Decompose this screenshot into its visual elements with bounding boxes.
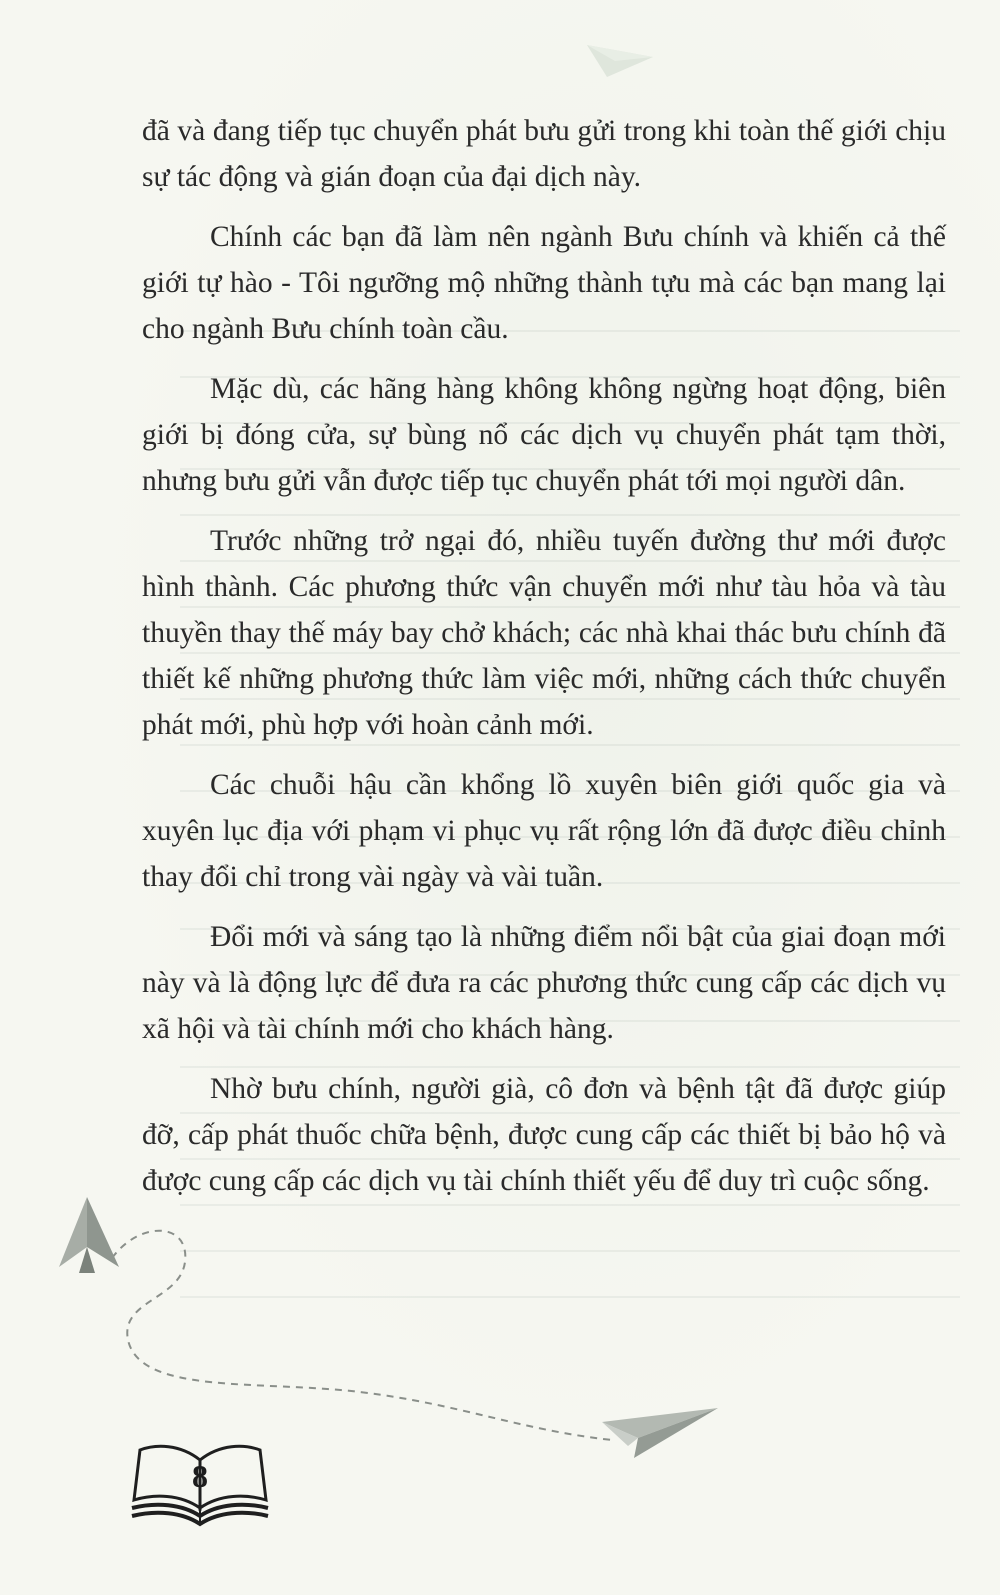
paper-plane-icon — [598, 1402, 723, 1462]
paragraph: đã và đang tiếp tục chuyển phát bưu gửi trong khi toàn thế giới chịu sự tác động và gián đoạn của đại dịch này. — [142, 115, 946, 193]
paragraph: Nhờ bưu chính, người già, cô đơn và bệnh tật đã được giúp đỡ, cấp phát thuốc chữa bệnh, được cung cấp các thiết bị bảo hộ và được cung cấp các dịch vụ tài chính thiết yếu để duy trì cuộc sống. — [142, 1073, 946, 1197]
paper-plane-icon — [55, 1195, 125, 1275]
body-text — [142, 108, 946, 1218]
paragraph: Chính các bạn đã làm nên ngành Bưu chính và khiến cả thế giới tự hào - Tôi ngưỡng mộ những thành tựu mà các bạn mang lại cho ngành Bưu chính toàn cầu. — [142, 221, 946, 345]
paragraph: Đổi mới và sáng tạo là những điểm nổi bật của giai đoạn mới này và là động lực để đưa ra các phương thức cung cấp các dịch vụ xã hội và tài chính mới cho khách hàng. — [142, 921, 946, 1045]
paragraph: Mặc dù, các hãng hàng không không ngừng hoạt động, biên giới bị đóng cửa, sự bùng nổ các dịch vụ chuyển phát tạm thời, nhưng bưu gửi vẫn được tiếp tục chuyển phát tới mọi người dân. — [142, 373, 946, 497]
paragraph: Các chuỗi hậu cần khổng lồ xuyên biên giới quốc gia và xuyên lục địa với phạm vi phục vụ rất rộng lớn đã được điều chỉnh thay đổi chỉ trong vài ngày và vài tuần. — [142, 769, 946, 893]
page-number: 8 — [192, 1458, 208, 1494]
paragraph: Trước những trở ngại đó, nhiều tuyến đường thư mới được hình thành. Các phương thức vận chuyển mới như tàu hỏa và tàu thuyền thay thế máy bay chở khách; các nhà khai thác bưu chính đã thiết kế những phương thức làm việc mới, những cách thức chuyển phát mới, phù hợp với hoàn cảnh mới. — [142, 525, 946, 741]
